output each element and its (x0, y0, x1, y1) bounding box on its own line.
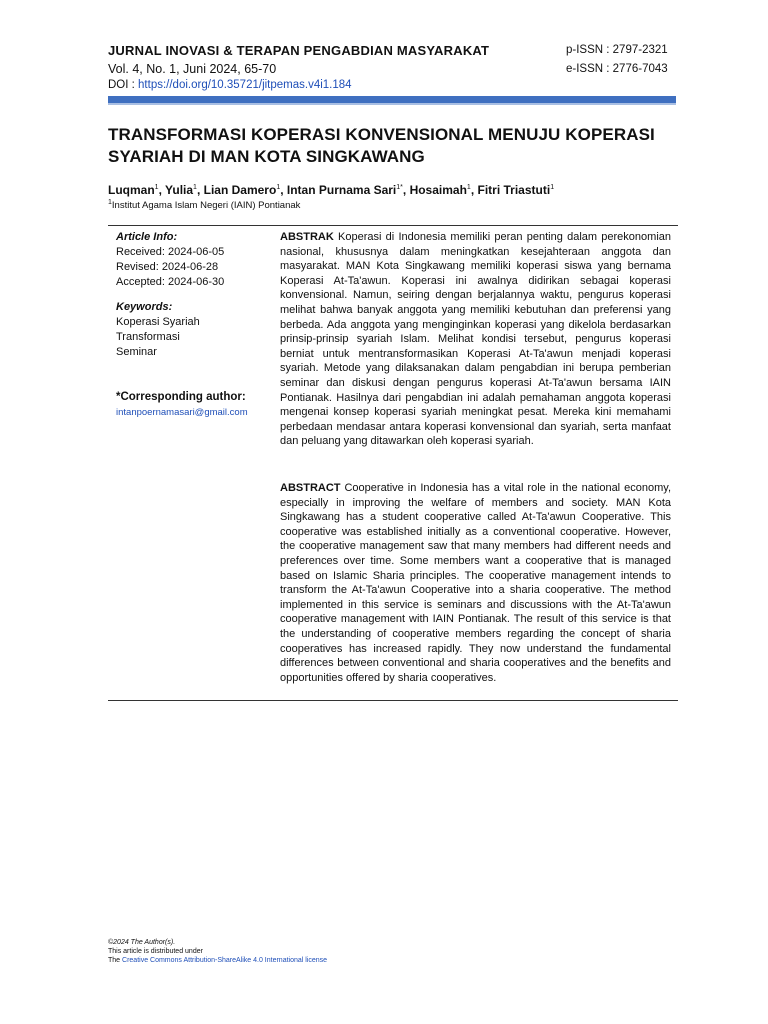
revised-date: Revised: 2024-06-28 (116, 261, 219, 273)
corresponding-author-heading: *Corresponding author: (116, 391, 246, 403)
corresponding-email[interactable]: intanpoernamasari@gmail.com (116, 407, 248, 418)
abstract-text: Koperasi di Indonesia memiliki peran penting dalam perekonomian nasional, khususnya dalam meningkatkan kesejahteraan anggota dan masyarakat. MAN Kota Singkawang memiliki koperasi siswa yang bernama Koperasi At-Ta'awun. Koperasi ini awalnya didirikan sebagai koperasi konvensional. Namun, seiring dengan berjalannya waktu, pengurus koperasi melihat bahwa banyak anggota yang memiliki kebutuhan dan preferensi yang berbeda. Ada anggota yang menginginkan koperasi yang dikelola berdasarkan prinsip-prinsip syariah Islam. Melihat kondisi tersebut, pengurus koperasi berniat untuk mentransformasikan Koperasi At-Ta'awun menjadi koperasi syariah. Metode yang dilaksanakan dalam pengabdian ini berupa pemberian seminar dan diskusi dengan pengurus koperasi At-Ta'awun bersama IAIN Pontianak. Hasilnya dari pengabdian ini adalah pemahaman anggota koperasi mengenai konsep koperasi syariah meningkat pesat. Mereka kini memahami perbedaan mendasar antara koperasi konvensional dan syariah, serta manfaat dan peluang yang ditawarkan oleh koperasi syariah. (280, 231, 671, 448)
license-line: This article is distributed under (108, 948, 203, 955)
divider-bottom (108, 700, 678, 701)
article-title: TRANSFORMASI KOPERASI KONVENSIONAL MENUJU KOPERASI SYARIAH DI MAN KOTA SINGKAWANG (108, 125, 655, 166)
keyword: Transformasi (116, 331, 180, 343)
p-issn: p-ISSN : 2797-2321 (566, 44, 668, 56)
abstract-indonesian (280, 230, 671, 449)
keyword: Seminar (116, 346, 157, 358)
author: Fitri Triastuti$^1$ (477, 183, 555, 197)
divider-top (108, 225, 678, 226)
doi-label: DOI : (108, 79, 139, 91)
license-footer (108, 938, 327, 965)
author: Hosaimah$^1$, (409, 183, 478, 197)
author-list (108, 183, 554, 197)
license-link[interactable]: Creative Commons Attribution-ShareAlike 4.0 International license (122, 957, 328, 964)
abstract-english (280, 481, 671, 685)
keywords-heading: Keywords: (116, 301, 173, 313)
e-issn: e-ISSN : 2776-7043 (566, 63, 668, 75)
header-bar (108, 96, 676, 103)
author: Luqman$^1$, (108, 183, 166, 197)
doi-link[interactable]: https://doi.org/10.35721/jitpemas.v4i1.184 (138, 79, 352, 91)
author: Yulia$^1$, (165, 183, 204, 197)
received-date: Received: 2024-06-05 (116, 246, 225, 258)
accepted-date: Accepted: 2024-06-30 (116, 276, 225, 288)
copyright-line: ©2024 The Author(s). (108, 939, 176, 946)
journal-name: JURNAL INOVASI & TERAPAN PENGABDIAN MASYARAKAT (108, 43, 490, 58)
header-bar-shadow (108, 103, 676, 105)
author: Lian Damero$^1$, (203, 183, 287, 197)
journal-volume: Vol. 4, No. 1, Juni 2024, 65-70 (108, 62, 277, 76)
affiliation: $^1$Institut Agama Islam Negeri (IAIN) Pontianak (108, 199, 301, 212)
abstract-label: ABSTRACT (280, 482, 341, 494)
license-link-line: The Creative Commons Attribution-ShareAlike 4.0 International license (108, 957, 328, 964)
abstract-text: Cooperative in Indonesia has a vital role in the national economy, especially in improving the welfare of members and society. MAN Kota Singkawang has a student cooperative called At-Ta'awun Cooperative. This cooperative was established initially as a conventional cooperative. However, the cooperative management saw that many members had different needs and preferences over time. Some members want a cooperative that is managed based on Islamic Sharia principles. The cooperative management intends to transform the At-Ta'awun Cooperative into a sharia cooperative. The method implemented in this service is seminars and discussions with the At-Ta'awun cooperative management with IAIN Pontianak. The result of this service is that the understanding of cooperative members regarding the concept of sharia cooperatives has increased rapidly. They now understand the fundamental differences between conventional and sharia cooperatives and the benefits and opportunities offered by sharia cooperatives. (280, 482, 671, 684)
article-info-heading: Article Info: (116, 231, 178, 243)
keyword: Koperasi Syariah (116, 316, 200, 328)
author: Intan Purnama Sari$^{1*}$, (286, 183, 410, 197)
abstract-label: ABSTRAK (280, 231, 334, 243)
article-info-panel (116, 230, 276, 420)
doi-line (108, 79, 352, 91)
